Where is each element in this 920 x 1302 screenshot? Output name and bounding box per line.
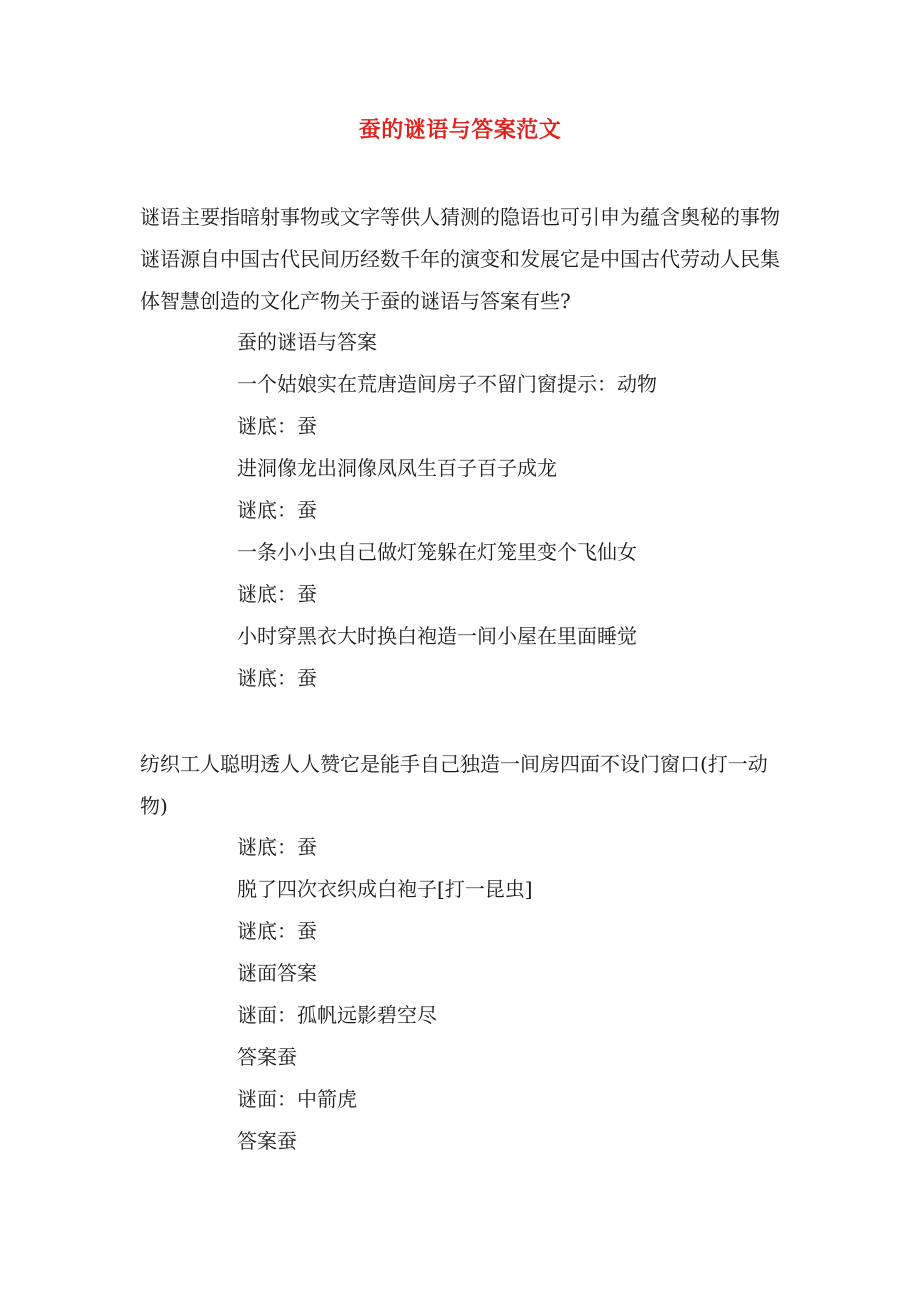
riddle-line: 进洞像龙出洞像凤凤生百子百子成龙 [237, 456, 557, 480]
riddle-line: 小时穿黑衣大时换白袍造一间小屋在里面睡觉 [237, 624, 637, 648]
riddle-paragraph: 纺织工人聪明透人人赞它是能手自己独造一间房四面不设门窗口(打一动物) [140, 752, 768, 818]
answer-line: 谜底：蚕 [237, 498, 317, 522]
document-title: 蚕的谜语与答案范文 [358, 117, 562, 143]
intro-paragraph: 谜语主要指暗射事物或文字等供人猜测的隐语也可引申为蕴含奥秘的事物谜语源自中国古代民间历经数千年的演变和发展它是中国古代劳动人民集体智慧创造的文化产物关于蚕的谜语与答案有些? [140, 205, 780, 313]
riddle-line: 谜面：中箭虎 [237, 1087, 357, 1111]
answer-line: 谜底：蚕 [237, 835, 317, 859]
riddle-line: 一个姑娘实在荒唐造间房子不留门窗提示：动物 [237, 372, 657, 396]
riddle-line: 蚕的谜语与答案 [237, 330, 377, 354]
answer-line: 谜底：蚕 [237, 919, 317, 943]
answer-line: 谜底：蚕 [237, 582, 317, 606]
riddle-line: 谜面：孤帆远影碧空尽 [237, 1003, 437, 1027]
riddle-line: 一条小小虫自己做灯笼躲在灯笼里变个飞仙女 [237, 540, 637, 564]
answer-line: 谜底：蚕 [237, 666, 317, 690]
riddle-line: 脱了四次衣织成白袍子[打一昆虫] [237, 877, 533, 901]
answer-line: 谜底：蚕 [237, 414, 317, 438]
section-heading: 谜面答案 [237, 961, 317, 985]
answer-line: 答案蚕 [237, 1045, 297, 1069]
answer-line: 答案蚕 [237, 1129, 297, 1153]
